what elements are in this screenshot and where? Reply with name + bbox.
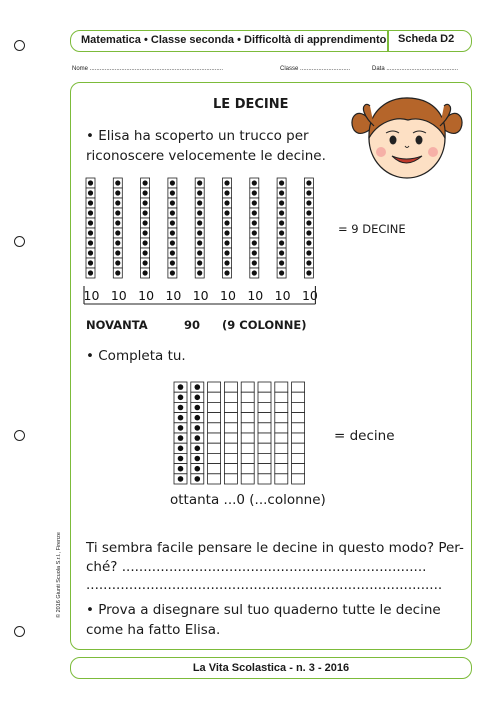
dot xyxy=(178,395,184,401)
question-line-2[interactable]: ché? ....................................................................... xyxy=(86,559,427,575)
dot xyxy=(143,260,148,265)
dot xyxy=(224,270,229,275)
dot xyxy=(195,435,201,441)
question-line-3[interactable]: ................................................................................... xyxy=(86,577,443,593)
dot xyxy=(252,180,257,185)
dot xyxy=(195,476,201,482)
dot xyxy=(178,425,184,431)
dot xyxy=(252,260,257,265)
dot xyxy=(224,260,229,265)
intro-line-2: riconoscere velocemente le decine. xyxy=(86,148,326,164)
exercise-caption[interactable]: ottanta ...0 (...colonne) xyxy=(170,492,326,508)
question-line-1: Ti sembra facile pensare le decine in questo modo? Per- xyxy=(86,540,464,556)
dot xyxy=(88,250,93,255)
task-line-1: • Prova a disegnare sul tuo quaderno tutte le decine xyxy=(86,602,441,618)
column-label: 10 xyxy=(192,288,209,303)
dot xyxy=(88,190,93,195)
example-caption-cols: (9 COLONNE) xyxy=(222,318,307,332)
column-label: 10 xyxy=(220,288,236,303)
column-label: 10 xyxy=(274,288,291,303)
dot xyxy=(115,250,120,255)
dot xyxy=(178,415,184,421)
tens-column xyxy=(113,178,122,278)
name-field[interactable]: Nome ................................................................................ xyxy=(72,66,224,72)
example-caption-number: 90 xyxy=(184,318,201,332)
dot xyxy=(197,190,202,195)
dot xyxy=(115,270,120,275)
dot xyxy=(115,260,120,265)
dot xyxy=(115,230,120,235)
binder-hole-3 xyxy=(14,430,25,441)
girl-face-illustration xyxy=(348,92,466,184)
dot xyxy=(279,190,284,195)
dot xyxy=(143,210,148,215)
dot xyxy=(197,260,202,265)
dot xyxy=(224,190,229,195)
example-result: = 9 DECINE xyxy=(338,222,406,236)
dot xyxy=(178,405,184,411)
binder-hole-4 xyxy=(14,626,25,637)
tens-column xyxy=(195,178,204,278)
dot xyxy=(88,180,93,185)
dot xyxy=(224,230,229,235)
dot xyxy=(224,200,229,205)
dot xyxy=(143,270,148,275)
column-label: 10 xyxy=(247,288,264,303)
dot xyxy=(197,180,202,185)
dot xyxy=(195,425,201,431)
dot xyxy=(197,270,202,275)
dot xyxy=(88,210,93,215)
dot xyxy=(224,210,229,215)
dot xyxy=(306,220,311,225)
dot xyxy=(170,260,175,265)
tens-column xyxy=(277,178,286,278)
dot xyxy=(306,190,311,195)
header-subject: Matematica • Classe seconda • Difficoltà di apprendimento xyxy=(81,34,387,46)
tens-column xyxy=(141,178,150,278)
dot xyxy=(143,240,148,245)
dot xyxy=(306,180,311,185)
dot xyxy=(279,230,284,235)
dot xyxy=(195,456,201,462)
dot xyxy=(178,456,184,462)
tens-column xyxy=(168,178,177,278)
dot xyxy=(178,476,184,482)
dot xyxy=(195,405,201,411)
tens-example-figure xyxy=(80,170,340,335)
dot xyxy=(197,220,202,225)
dot xyxy=(143,200,148,205)
dot xyxy=(143,250,148,255)
dot xyxy=(252,200,257,205)
dot xyxy=(115,210,120,215)
tens-column-empty xyxy=(224,382,237,484)
dot xyxy=(115,240,120,245)
binder-hole-2 xyxy=(14,236,25,247)
dot xyxy=(115,220,120,225)
dot xyxy=(143,190,148,195)
dot xyxy=(279,260,284,265)
dot xyxy=(195,415,201,421)
dot xyxy=(252,240,257,245)
dot xyxy=(197,250,202,255)
dot xyxy=(279,250,284,255)
dot xyxy=(88,240,93,245)
tens-column-filled xyxy=(174,382,187,484)
tens-column xyxy=(86,178,95,278)
tens-column xyxy=(223,178,232,278)
dot xyxy=(88,270,93,275)
dot xyxy=(279,240,284,245)
copyright-notice: © 2016 Giunti Scuola S.r.l., Firenze xyxy=(56,532,62,618)
dot xyxy=(88,200,93,205)
footer-bar: La Vita Scolastica - n. 3 - 2016 xyxy=(70,657,472,679)
dot xyxy=(252,230,257,235)
dot xyxy=(115,200,120,205)
dot xyxy=(195,466,201,472)
tens-column xyxy=(250,178,259,278)
dot xyxy=(252,250,257,255)
dot xyxy=(178,384,184,390)
tens-column-empty xyxy=(258,382,271,484)
dot xyxy=(170,220,175,225)
task-line-2: come ha fatto Elisa. xyxy=(86,622,221,638)
dot xyxy=(88,260,93,265)
dot xyxy=(306,250,311,255)
dot xyxy=(224,180,229,185)
dot xyxy=(252,270,257,275)
tens-column-empty xyxy=(292,382,305,484)
dot xyxy=(306,210,311,215)
dot xyxy=(306,230,311,235)
tens-exercise-figure xyxy=(170,378,330,490)
dot xyxy=(88,230,93,235)
dot xyxy=(279,220,284,225)
example-caption-word: NOVANTA xyxy=(86,318,148,332)
dot xyxy=(197,230,202,235)
dot xyxy=(195,384,201,390)
class-field[interactable]: Classe .............................. xyxy=(280,66,351,72)
dot xyxy=(279,270,284,275)
dot xyxy=(224,220,229,225)
column-label: 10 xyxy=(165,288,182,303)
dot xyxy=(252,210,257,215)
dot xyxy=(306,200,311,205)
tens-column-filled xyxy=(191,382,204,484)
dot xyxy=(224,250,229,255)
dot xyxy=(252,190,257,195)
exercise-result: = decine xyxy=(334,428,395,444)
dot xyxy=(170,210,175,215)
dot xyxy=(143,230,148,235)
header-separator xyxy=(387,30,389,52)
date-field[interactable]: Data ........................................... xyxy=(372,66,459,72)
dot xyxy=(170,240,175,245)
column-label: 10 xyxy=(301,288,318,303)
column-label: 10 xyxy=(83,288,100,303)
dot xyxy=(224,240,229,245)
dot xyxy=(197,200,202,205)
dot xyxy=(195,446,201,452)
column-label: 10 xyxy=(138,288,155,303)
dot xyxy=(279,200,284,205)
dot xyxy=(279,180,284,185)
dot xyxy=(279,210,284,215)
dot xyxy=(178,466,184,472)
tens-column-empty xyxy=(241,382,254,484)
tens-column-empty xyxy=(208,382,221,484)
dot xyxy=(306,260,311,265)
dot xyxy=(306,270,311,275)
page-title: LE DECINE xyxy=(213,97,289,112)
dot xyxy=(170,180,175,185)
dot xyxy=(178,435,184,441)
dot xyxy=(88,220,93,225)
dot xyxy=(170,190,175,195)
dot xyxy=(178,446,184,452)
tens-column-empty xyxy=(275,382,288,484)
column-label: 10 xyxy=(110,288,127,303)
dot xyxy=(170,250,175,255)
dot xyxy=(306,240,311,245)
dot xyxy=(252,220,257,225)
dot xyxy=(195,395,201,401)
dot xyxy=(143,180,148,185)
binder-hole-1 xyxy=(14,40,25,51)
dot xyxy=(197,240,202,245)
tens-column xyxy=(304,178,313,278)
dot xyxy=(170,200,175,205)
dot xyxy=(170,270,175,275)
header-tab: Scheda D2 xyxy=(398,33,455,45)
intro-line-1: • Elisa ha scoperto un trucco per xyxy=(86,128,309,144)
dot xyxy=(143,220,148,225)
dot xyxy=(197,210,202,215)
dot xyxy=(170,230,175,235)
exercise-prompt: • Completa tu. xyxy=(86,348,186,364)
dot xyxy=(115,190,120,195)
dot xyxy=(115,180,120,185)
